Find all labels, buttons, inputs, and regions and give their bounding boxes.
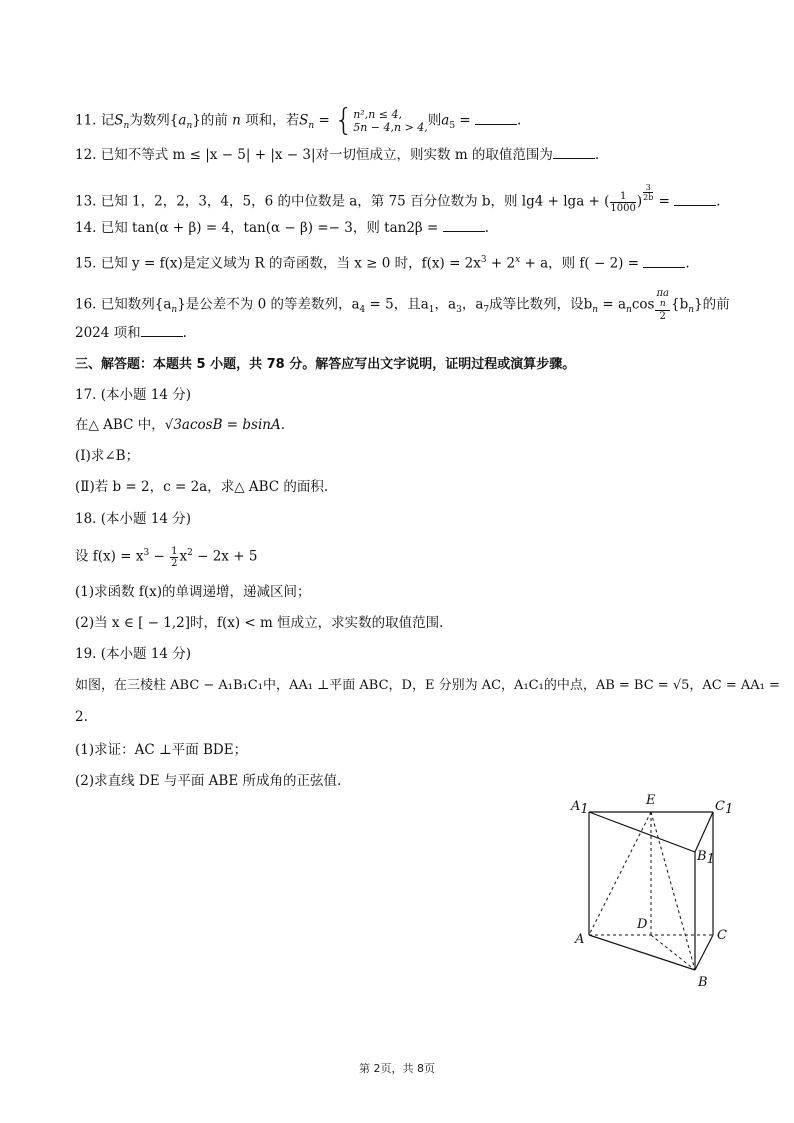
q11-cases xyxy=(353,108,428,134)
q13-text2: ) xyxy=(636,193,643,210)
q16-sub: n xyxy=(171,305,178,316)
q13-exp-den: 2b xyxy=(643,193,654,202)
label-a1 xyxy=(570,799,589,817)
q11-sub5: 5 xyxy=(449,121,456,132)
label-b1-main: B xyxy=(697,849,707,864)
q11-a5: a xyxy=(441,112,450,129)
q11-sub-n: n xyxy=(123,121,130,132)
q11-n: n xyxy=(232,112,241,129)
q16-line2: 2024 项和 xyxy=(75,325,141,341)
q18-stem1: 设 f(x) = x xyxy=(75,548,144,565)
answer-blank[interactable] xyxy=(553,146,595,159)
q15-text1: 15. 已知 y = f(x)是定义域为 R 的奇函数，当 x ≥ 0 时，f(x) = 2x xyxy=(75,255,481,272)
q16-sub4: 4 xyxy=(359,305,366,316)
label-c1-sub: 1 xyxy=(724,802,734,817)
q18-header: 18. (本小题 14 分) xyxy=(75,511,192,527)
q16-sub-b: n xyxy=(592,305,599,316)
answer-blank[interactable] xyxy=(141,324,183,337)
label-e: E xyxy=(646,793,656,808)
q11-a: a xyxy=(178,112,187,129)
answer-blank[interactable] xyxy=(443,219,485,232)
q13-exp xyxy=(643,183,653,202)
question-13: 13. 已知 1，2，2，3，4，5，6 的中位数是 a，第 75 百分位数为 b，则 lg4 + lga + ( $\frac{1}{1000}$ ) $\frac{3}{2b}$ = . xyxy=(75,183,721,214)
q11-text2: }的前 xyxy=(192,112,233,129)
q19-header: 19. (本小题 14 分) xyxy=(75,646,192,662)
q16-text4: ，a xyxy=(434,296,457,313)
question-16-line2: 2024 项和 . xyxy=(75,325,187,341)
q13-exp-num: 3 xyxy=(643,183,653,193)
prism-figure xyxy=(565,790,745,995)
q16-text1: 16. 已知数列{a xyxy=(75,296,172,313)
q17-stem xyxy=(75,416,285,434)
q16-text10: }的前 xyxy=(694,296,730,313)
label-c: C xyxy=(717,928,727,943)
page-footer: 第 2页，共 8页 xyxy=(359,1062,435,1075)
label-a: A xyxy=(575,932,585,947)
q18-stem4: − 2x + 5 xyxy=(192,548,258,565)
q16-text9: {b xyxy=(671,296,689,313)
q17-part2: (Ⅱ)若 b = 2，c = 2a，求△ ABC 的面积. xyxy=(75,479,329,495)
q11-text3: 项和，若 xyxy=(240,112,300,129)
question-16 xyxy=(75,288,730,322)
q16-text3: = 5，且a xyxy=(365,296,429,313)
q13-text3: = xyxy=(654,193,675,210)
q18-frac-den: 2 xyxy=(171,557,178,569)
q16-frac-num xyxy=(655,288,670,311)
answer-blank[interactable] xyxy=(475,112,517,125)
question-12: 12. 已知不等式 m ≤ |x − 5| + |x − 3|对一切恒成立，则实数 m 的取值范围为 . xyxy=(75,147,600,163)
q11-case2: 5n − 4,n > 4, xyxy=(353,121,428,134)
q15-text2: + 2 xyxy=(486,255,516,272)
q17-header: 17. (本小题 14 分) xyxy=(75,387,192,403)
q11-case1: n²,n ≤ 4, xyxy=(353,108,402,121)
q11-eq: = xyxy=(455,112,475,129)
answer-blank[interactable] xyxy=(674,193,716,206)
q16-frac-num-text: πa xyxy=(656,288,669,299)
q18-stem xyxy=(75,544,257,569)
q15-exp1: 3 xyxy=(480,255,487,265)
q16-text8: cos xyxy=(631,296,655,313)
section-3-heading: 三、解答题：本题共 5 小题，共 78 分。解答应写出文字说明，证明过程或演算步骤。 xyxy=(75,357,576,372)
q17-part1: (Ⅰ)求∠B； xyxy=(75,448,140,464)
label-c1 xyxy=(715,799,733,817)
q11-prefix: 11. 记 xyxy=(75,112,115,129)
q16-text7: = a xyxy=(598,296,627,313)
label-b: B xyxy=(698,975,708,990)
q18-frac xyxy=(170,546,178,569)
edge-db-hidden xyxy=(651,935,695,970)
q11-text1: 为数列{ xyxy=(129,112,179,129)
edge-ab xyxy=(589,935,695,970)
q11-sn2: S xyxy=(299,112,309,129)
q11-sub-n3: n xyxy=(308,121,315,132)
q18-frac-num: 1 xyxy=(171,545,178,557)
q13-frac xyxy=(610,191,635,214)
q18-exp3: 3 xyxy=(143,548,150,558)
q13-frac-num: 1 xyxy=(610,191,635,203)
q11-sub-n2: n xyxy=(186,121,193,132)
edge-cb xyxy=(695,935,713,970)
q13-frac-den: 1000 xyxy=(610,202,636,214)
q16-sub1: 1 xyxy=(428,305,435,316)
q18-stem3: x xyxy=(179,548,188,565)
q19-stem1: 如图，在三棱柱 ABC − A₁B₁C₁中，AA₁ ⊥平面 ABC，D，E 分别为 AC，A₁C₁的中点，AB = BC = √5，AC = AA₁ = xyxy=(75,678,780,693)
q16-text6: 成等比数列，设b xyxy=(489,296,593,313)
q16-sub-a: n xyxy=(626,305,632,316)
q11-sn: S xyxy=(114,112,124,129)
edge-c1b1 xyxy=(695,812,713,852)
answer-blank[interactable] xyxy=(643,255,685,268)
label-b1-sub: 1 xyxy=(706,852,715,867)
q17-stem-pre: 在△ ABC 中， xyxy=(75,417,165,433)
q19-part1: (1)求证：AC ⊥平面 BDE； xyxy=(75,742,248,758)
label-b1 xyxy=(696,849,715,867)
q12-text: 12. 已知不等式 m ≤ |x − 5| + |x − 3|对一切恒成立，则实数 m 的取值范围为 xyxy=(75,147,553,163)
q16-frac-sub: n xyxy=(659,299,666,309)
label-c1-main: C xyxy=(715,799,725,814)
q15-text3: + a，则 f( − 2) = xyxy=(520,255,644,272)
q16-text5: ，a xyxy=(461,296,484,313)
q16-frac xyxy=(655,288,670,322)
question-15: 15. 已知 y = f(x)是定义域为 R 的奇函数，当 x ≥ 0 时，$f(x) = 2x^3 + 2^x + a$，则 f( − 2) = . xyxy=(75,255,690,272)
q19-part2: (2)求直线 DE 与平面 ABE 所成角的正弦值. xyxy=(75,773,342,789)
label-d: D xyxy=(637,917,648,932)
question-11: 11. 记$S_n$为数列$\{a_n\}$的前 n 项和，若$S_n$ = { n²,n ≤ 4, 5n − 4,n > 4, 则$a_5$ = . xyxy=(75,103,522,138)
q18-stem2: − xyxy=(149,548,170,565)
q16-sub7: 7 xyxy=(483,305,490,316)
q13-text1: 13. 已知 1，2，2，3，4，5，6 的中位数是 a，第 75 百分位数为 b，则 lg4 + lga + ( xyxy=(75,193,610,210)
q18-part2: (2)当 x ∈ [ − 1,2]时，f(x) < m 恒成立，求实数的取值范围. xyxy=(75,615,444,631)
q17-stem-eq: √3acosB = bsinA. xyxy=(164,417,286,433)
label-a1-main: A xyxy=(571,799,581,814)
q16-text2: }是公差不为 0 的等差数列，a xyxy=(177,296,360,313)
question-14: 14. 已知 tan(α + β) = 4，tan(α − β) =− 3，则 tan2β = . xyxy=(75,220,489,236)
q11-text4: 则 xyxy=(427,112,442,129)
q16-sub-bn: n xyxy=(688,305,695,316)
q15-exp2: x xyxy=(515,255,521,265)
edge-a1b1 xyxy=(589,812,695,852)
edge-be-hidden xyxy=(651,812,695,970)
q19-stem2: 2. xyxy=(75,709,88,725)
q14-text: 14. 已知 tan(α + β) = 4，tan(α − β) =− 3，则 tan2β = xyxy=(75,220,443,236)
q18-part1: (1)求函数 f(x)的单调递增，递减区间； xyxy=(75,584,311,600)
q16-sub3: 3 xyxy=(456,305,462,316)
q16-frac-den: 2 xyxy=(659,311,666,322)
q18-exp2: 2 xyxy=(187,548,193,558)
label-a1-sub: 1 xyxy=(580,802,589,817)
